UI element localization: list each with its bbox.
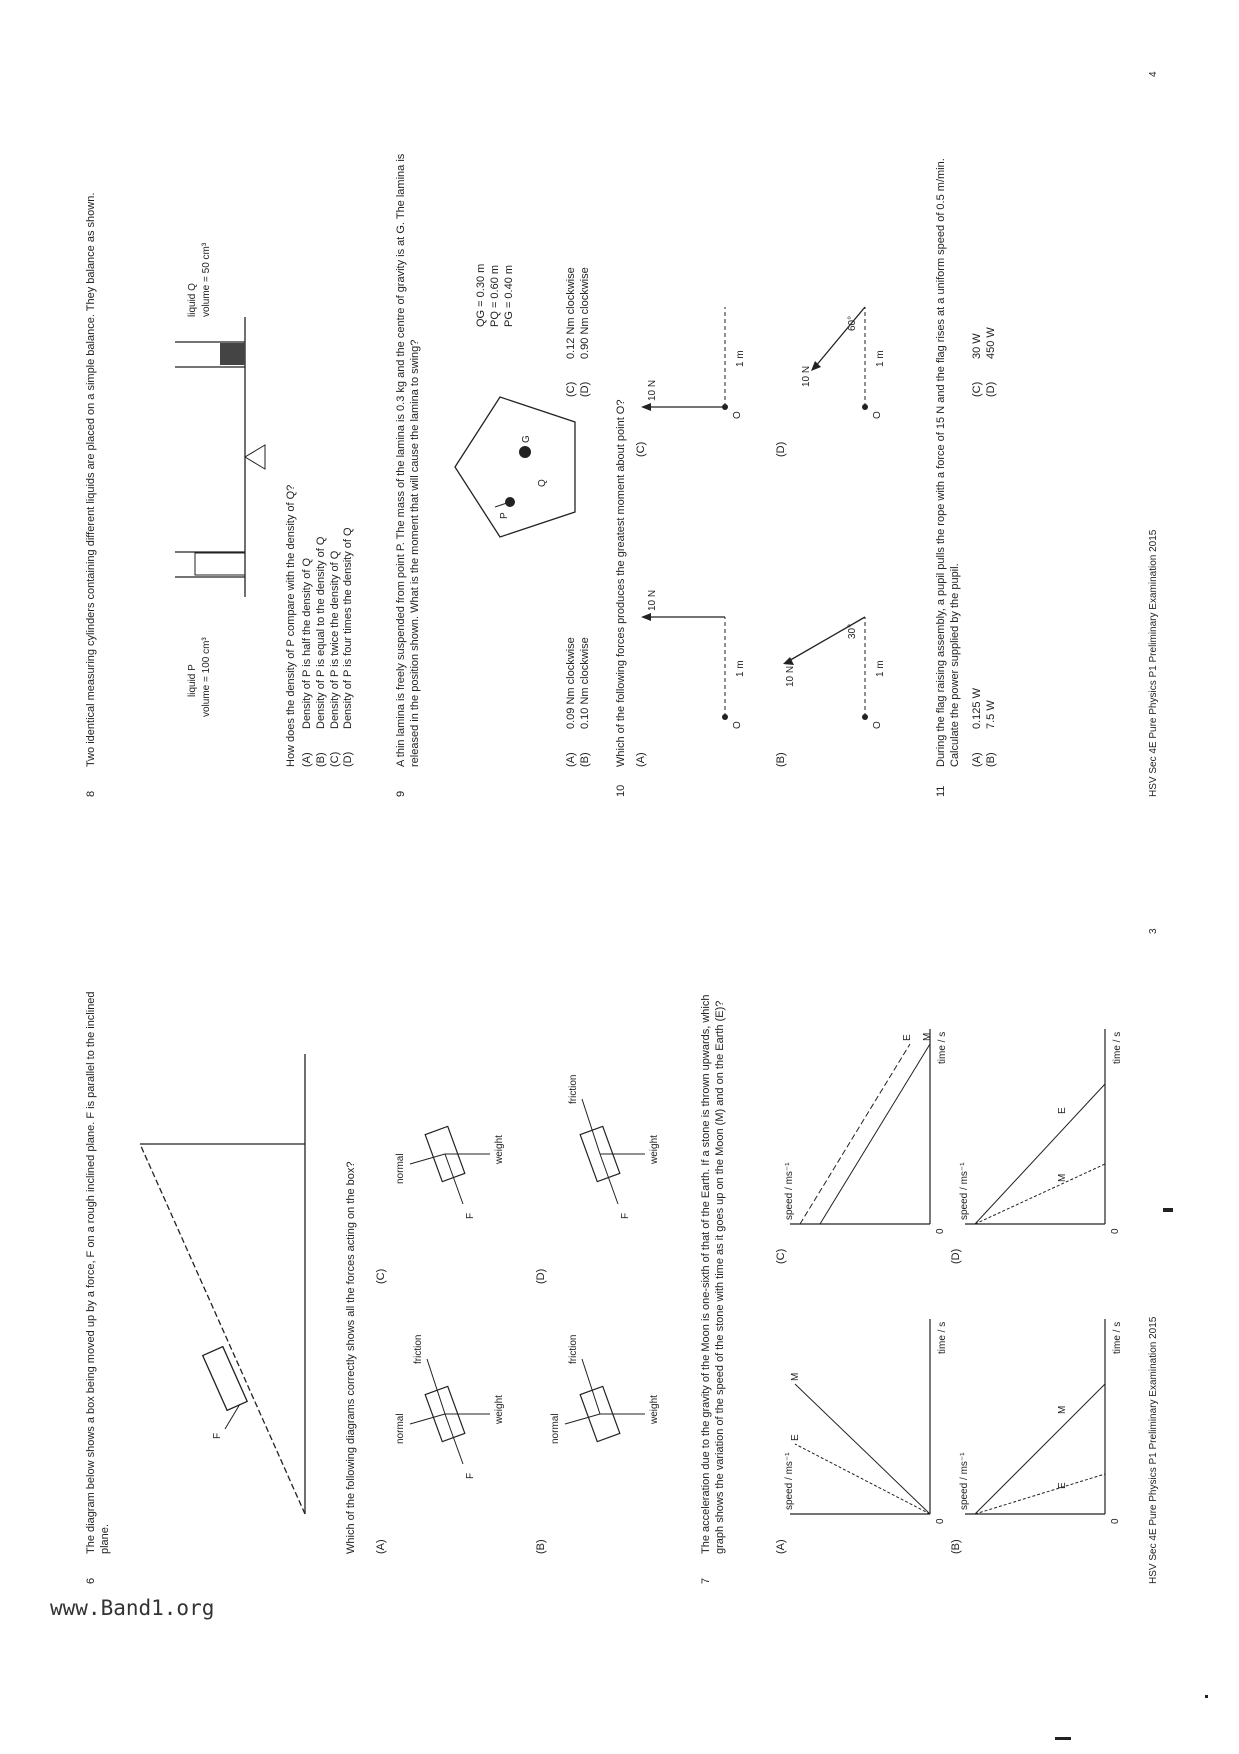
weight-label: weight <box>494 1135 505 1164</box>
option-text: 0.12 Nm clockwise <box>565 267 577 359</box>
point-g-label: G <box>521 435 532 443</box>
x-axis-label: time / s <box>937 1031 948 1064</box>
page-number: 3 <box>1148 928 1159 934</box>
option-label: (D) <box>950 1248 962 1264</box>
force-label: 10 N <box>801 365 812 387</box>
option-c <box>329 527 343 767</box>
weight-label: weight <box>649 1135 660 1164</box>
moment-diagram-d <box>775 197 905 427</box>
option-label: (B) <box>950 1539 962 1554</box>
free-body-diagram-b <box>540 1324 660 1504</box>
option-a <box>565 637 579 767</box>
point-q-label: Q <box>537 479 548 487</box>
question-stem: Two identical measuring cylinders containing different liquids are placed on a simple balance. They balance as shown. <box>85 192 97 767</box>
point-o-label: O <box>732 411 743 419</box>
option-key: (D) <box>342 751 355 767</box>
distance-label: 1 m <box>735 350 746 367</box>
x-axis-label: time / s <box>937 1321 948 1354</box>
option-key: (C) <box>971 381 983 397</box>
force-label: 10 N <box>647 589 658 611</box>
series-label: M <box>922 1032 933 1041</box>
option-label: (A) <box>775 1539 787 1554</box>
force-label: F <box>465 1212 476 1219</box>
option-d <box>985 327 999 397</box>
question-stem: During the flag raising assembly, a pupil pulls the rope with a force of 15 N and the flag rises at a uniform speed of 0.5 m/min. Calculate the power supplied by the pupil. <box>935 158 961 767</box>
point-p-label: P <box>499 512 510 519</box>
option-d <box>342 527 356 767</box>
option-text: 450 W <box>984 327 997 359</box>
weight-label: weight <box>649 1395 660 1424</box>
dimension-pq: PQ = 0.60 m <box>488 264 501 327</box>
lamina-diagram <box>445 387 585 547</box>
options-col-1 <box>971 688 999 767</box>
question-11 <box>935 117 1045 797</box>
option-key: (A) <box>301 752 313 767</box>
normal-label: normal <box>550 1413 561 1444</box>
dimension-pg: PG = 0.40 m <box>502 264 515 327</box>
question-8 <box>85 117 385 797</box>
force-label: 10 N <box>647 379 658 401</box>
x-axis-label: time / s <box>1112 1031 1123 1064</box>
liquid-p-label: liquid P <box>187 664 198 697</box>
options-list <box>301 527 356 767</box>
dimension-qg: QG = 0.30 m <box>475 263 487 327</box>
distance-label: 1 m <box>875 350 886 367</box>
origin-label: 0 <box>935 1518 946 1524</box>
page-number: 4 <box>1148 71 1159 77</box>
option-label: (D) <box>775 441 787 457</box>
option-label: (D) <box>535 1268 547 1284</box>
series-label: M <box>1057 1173 1068 1182</box>
y-axis-label: speed / ms⁻¹ <box>784 1162 795 1220</box>
option-label: (C) <box>775 1248 787 1264</box>
option-text: 7.5 W <box>984 700 997 729</box>
option-text: 0.10 Nm clockwise <box>578 637 591 729</box>
series-label: M <box>790 1372 801 1381</box>
force-label: F <box>212 1432 223 1439</box>
force-label: F <box>465 1472 476 1479</box>
origin-label: 0 <box>935 1228 946 1234</box>
point-o-label: O <box>872 721 883 729</box>
option-label: (A) <box>635 752 647 767</box>
question-7 <box>700 944 1130 1584</box>
friction-label: friction <box>413 1334 424 1364</box>
friction-label: friction <box>568 1074 579 1104</box>
normal-label: normal <box>395 1153 406 1184</box>
x-axis-label: time / s <box>1112 1321 1123 1354</box>
origin-label: 0 <box>1110 1228 1121 1234</box>
series-label: E <box>902 1034 913 1041</box>
liquid-q-label: liquid Q <box>187 283 198 317</box>
speed-time-graph-c <box>780 1014 950 1244</box>
options-col-2 <box>565 267 593 397</box>
option-text: 30 W <box>971 333 983 359</box>
option-a <box>971 688 985 767</box>
page-footer: HSV Sec 4E Pure Physics P1 Preliminary Examination 2015 <box>1148 529 1159 797</box>
y-axis-label: speed / ms⁻¹ <box>784 1452 795 1510</box>
question-prompt: How does the density of P compare with the density of Q? <box>285 484 297 767</box>
option-label: (A) <box>375 1539 387 1554</box>
page-footer: HSV Sec 4E Pure Physics P1 Preliminary Examination 2015 <box>1148 1316 1159 1584</box>
option-key: (C) <box>328 751 341 767</box>
series-label: E <box>1057 1107 1068 1114</box>
option-text: 0.125 W <box>971 688 983 729</box>
question-number: 8 <box>85 790 97 797</box>
option-text: 0.09 Nm clockwise <box>565 637 577 729</box>
question-number: 9 <box>395 790 407 797</box>
option-text: 0.90 Nm clockwise <box>578 267 591 359</box>
question-number: 10 <box>615 784 627 797</box>
option-label: (C) <box>635 441 647 457</box>
options-col-1 <box>565 637 593 767</box>
moment-diagram-c <box>635 197 765 427</box>
watermark: www.Band1.org <box>50 1596 215 1620</box>
option-d <box>579 267 593 397</box>
option-key: (B) <box>314 752 327 767</box>
question-number: 11 <box>935 785 947 797</box>
option-a <box>301 527 315 767</box>
free-body-diagram-c <box>385 1064 505 1244</box>
scan-speck <box>1055 1737 1071 1740</box>
force-label: 10 N <box>785 665 796 687</box>
question-9 <box>395 117 605 797</box>
origin-label: 0 <box>1110 1518 1121 1524</box>
point-o-label: O <box>872 411 883 419</box>
option-c <box>971 327 985 397</box>
liquid-q-volume: volume = 50 cm³ <box>201 242 212 317</box>
free-body-diagram-a <box>385 1324 505 1504</box>
free-body-diagram-d <box>540 1064 660 1244</box>
scan-speck <box>1205 1695 1208 1698</box>
speed-time-graph-d <box>955 1014 1125 1244</box>
options-col-2 <box>971 327 999 397</box>
option-key: (D) <box>578 381 591 397</box>
option-label: (B) <box>775 752 787 767</box>
option-text: Density of P is four times the density of Q <box>342 527 355 729</box>
balance-diagram <box>125 177 275 737</box>
option-text: Density of P is twice the density of Q <box>328 550 341 729</box>
question-6 <box>85 944 685 1584</box>
question-number: 7 <box>700 1577 712 1584</box>
liquid-p-volume: volume = 100 cm³ <box>201 637 212 717</box>
option-label: (B) <box>535 1539 547 1554</box>
dimensions <box>475 264 516 327</box>
force-label: F <box>620 1212 631 1219</box>
option-c <box>565 267 579 397</box>
option-text: Density of P is equal to the density of Q <box>314 536 327 729</box>
distance-label: 1 m <box>875 660 886 677</box>
angle-label: 60° <box>847 315 858 331</box>
moment-diagram-b <box>775 507 905 737</box>
speed-time-graph-b <box>955 1304 1125 1534</box>
series-label: E <box>790 1434 801 1441</box>
question-stem: A thin lamina is freely suspended from point P. The mass of the lamina is 0.3 kg and the centre of gravity is at G. The lamina is released in the position shown. What is the moment that will cause the lamina to swing? <box>395 153 421 767</box>
question-stem: The acceleration due to the gravity of the Moon is one-sixth of that of the Earth. If a stone is thrown upwards, which graph shows the variation of the speed of the stone with time as it goes up on the Moon (M) and on the Earth (E)? <box>700 994 726 1554</box>
option-b <box>985 688 999 767</box>
y-axis-label: speed / ms⁻¹ <box>959 1162 970 1220</box>
option-key: (D) <box>984 381 997 397</box>
distance-label: 1 m <box>735 660 746 677</box>
moment-diagram-a <box>635 507 765 737</box>
question-stem: The diagram below shows a box being moved up by a force, F on a rough inclined plane. F is parallel to the inclined plane. <box>85 991 111 1554</box>
option-key: (C) <box>565 381 577 397</box>
weight-label: weight <box>494 1395 505 1424</box>
option-key: (B) <box>578 752 591 767</box>
inclined-plane-diagram <box>125 1044 315 1524</box>
question-10 <box>615 117 905 797</box>
angle-label: 30° <box>847 623 858 639</box>
question-stem: Which of the following forces produces the greatest moment about point O? <box>615 399 627 767</box>
y-axis-label: speed / ms⁻¹ <box>959 1452 970 1510</box>
option-label: (C) <box>375 1268 387 1284</box>
series-label: E <box>1057 1482 1068 1489</box>
scan-speck <box>1163 1208 1173 1212</box>
option-key: (B) <box>984 752 997 767</box>
option-text: Density of P is half the density of Q <box>301 558 313 729</box>
option-key: (A) <box>971 752 983 767</box>
friction-label: friction <box>568 1334 579 1364</box>
page-3 <box>0 877 1239 1754</box>
option-b <box>579 637 593 767</box>
question-number: 6 <box>85 1577 97 1584</box>
normal-label: normal <box>395 1413 406 1444</box>
option-key: (A) <box>565 752 577 767</box>
option-b <box>315 527 329 767</box>
speed-time-graph-a <box>780 1304 950 1534</box>
point-o-label: O <box>732 721 743 729</box>
question-prompt: Which of the following diagrams correctly shows all the forces acting on the box? <box>345 1161 357 1554</box>
series-label: M <box>1057 1405 1068 1414</box>
